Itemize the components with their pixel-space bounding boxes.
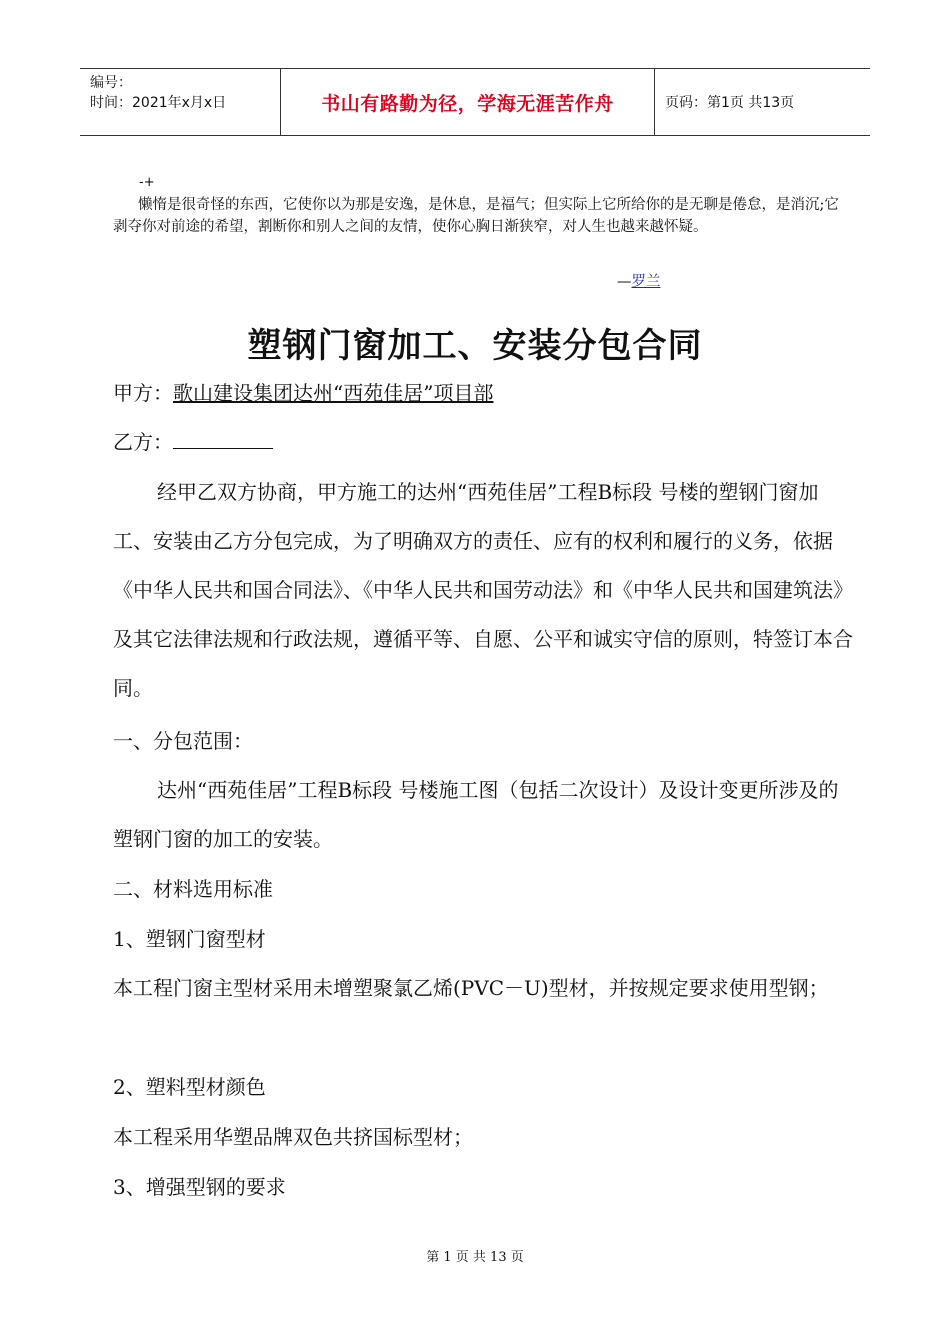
quote-text: 懒惰是很奇怪的东西，它使你以为那是安逸，是休息，是福气；但实际上它所给你的是无聊是倦怠，是消沉;它剥夺你对前途的希望，割断你和别人之间的友情，使你心胸日渐狭窄，对人生也越来越怀疑。 (113, 197, 839, 235)
quote-author-line (617, 270, 661, 291)
section1-paragraph: 达州“西苑佳居”工程B标段 号楼施工图（包括二次设计）及设计变更所涉及的塑钢门窗的加工的安装。 (113, 778, 839, 851)
document-title: 塑钢门窗加工、安装分包合同 (247, 326, 703, 366)
time-label: 时间：2021年x月x日 (90, 95, 227, 111)
page-footer: 第 1 页 共 13 页 (426, 1250, 524, 1265)
header-meta-cell (80, 69, 281, 135)
number-label: 编号： (90, 75, 132, 91)
party-a-label: 甲方： (113, 381, 173, 405)
item3-title: 3、增强型钢的要求 (113, 1175, 286, 1199)
item1-paragraph: 本工程门窗主型材采用未增塑聚氯乙烯(PVC－U)型材，并按规定要求使用型钢； (113, 976, 829, 1000)
header-page-info: 页码：第1页 共13页 (665, 95, 795, 111)
document-header (80, 68, 870, 136)
section2-title: 二、材料选用标准 (113, 877, 273, 901)
party-a-value: 歌山建设集团达州“西苑佳居”项目部 (173, 381, 494, 405)
party-b-blank (173, 428, 273, 449)
party-b-line (113, 418, 858, 467)
item2-title: 2、塑料型材颜色 (113, 1075, 266, 1099)
item1-title: 1、塑钢门窗型材 (113, 927, 266, 951)
party-a-line (113, 369, 858, 418)
quote-author-link[interactable]: 罗兰 (631, 274, 661, 290)
quote-marker: -+ (139, 175, 155, 190)
quote-dash: — (617, 274, 632, 290)
intro-paragraph: 经甲乙双方协商，甲方施工的达州“西苑佳居”工程B标段 号楼的塑钢门窗加工、安装由乙方分包完成，为了明确双方的责任、应有的权利和履行的义务，依据《中华人民共和国合同法》、《中华人民共和国劳动法》和《中华人民共和国建筑法》及其它法律法规和行政法规，遵循平等、自愿、公平和诚实守信的原则，特签订本合同。 (113, 480, 853, 700)
section1-title: 一、分包范围： (113, 729, 253, 753)
header-motto: 书山有路勤为径，学海无涯苦作舟 (281, 69, 655, 135)
party-b-label: 乙方： (113, 430, 173, 454)
item2-paragraph: 本工程采用华塑品牌双色共挤国标型材； (113, 1125, 473, 1149)
quote-block (113, 172, 843, 238)
